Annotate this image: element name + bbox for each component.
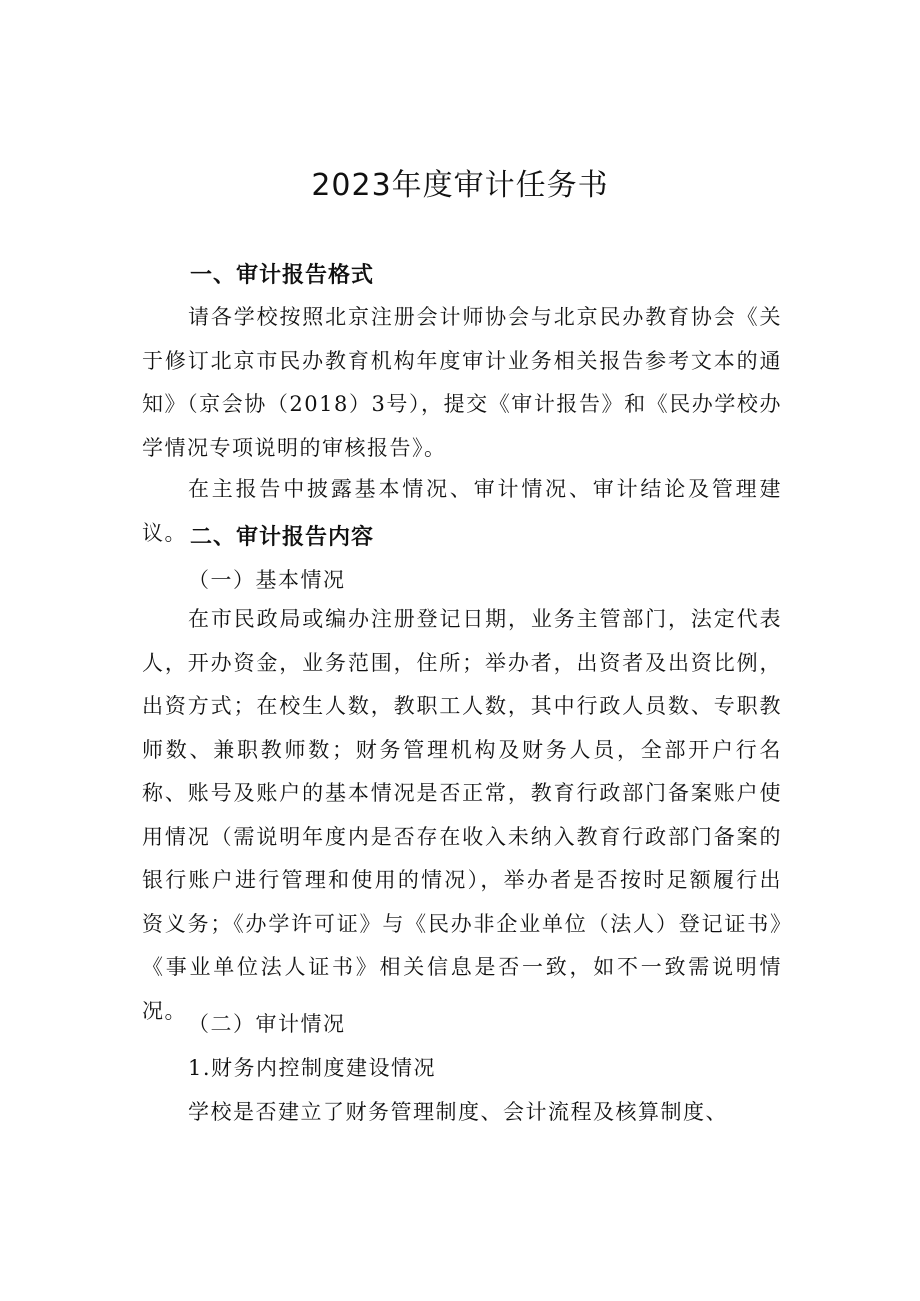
section-2-heading: 二、审计报告内容	[190, 525, 375, 550]
subsection-audit-heading: （二）审计情况	[188, 1012, 346, 1036]
basic-info-paragraph: 在市民政局或编办注册登记日期，业务主管部门，法定代表人，开办资金，业务范围，住所；举办者，出资者及出资比例，出资方式；在校生人数，教职工人数，其中行政人员数、专职教师数、兼职教师数；财务管理机构及财务人员，全部开户行名称、账号及账户的基本情况是否正常，教育行政部门备案账户使用情况（需说明年度内是否存在收入未纳入教育行政部门备案的银行账户进行管理和使用的情况），举办者是否按时足额履行出资义务；《办学许可证》与《民办非企业单位（法人）登记证书》《事业单位法人证书》相关信息是否一致，如不一致需说明情况。	[142, 607, 782, 1023]
section-1-summary-paragraph: 在主报告中披露基本情况、审计情况、审计结论及管理建议。	[142, 477, 782, 545]
section-1-paragraph: 请各学校按照北京注册会计师协会与北京民办教育协会《关于修订北京市民办教育机构年度审计业务相关报告参考文本的通知》（京会协（2018）3号），提交《审计报告》和《民办学校办学情况专项说明的审核报告》。	[142, 305, 782, 460]
section-1-heading: 一、审计报告格式	[190, 263, 375, 288]
page-title: 2023年度审计任务书	[311, 168, 609, 203]
subsection-basic-info-heading: （一）基本情况	[188, 568, 346, 592]
item-internal-control-heading: 1.财务内控制度建设情况	[188, 1056, 437, 1080]
item-internal-control-text: 学校是否建立了财务管理制度、会计流程及核算制度、	[188, 1100, 728, 1124]
